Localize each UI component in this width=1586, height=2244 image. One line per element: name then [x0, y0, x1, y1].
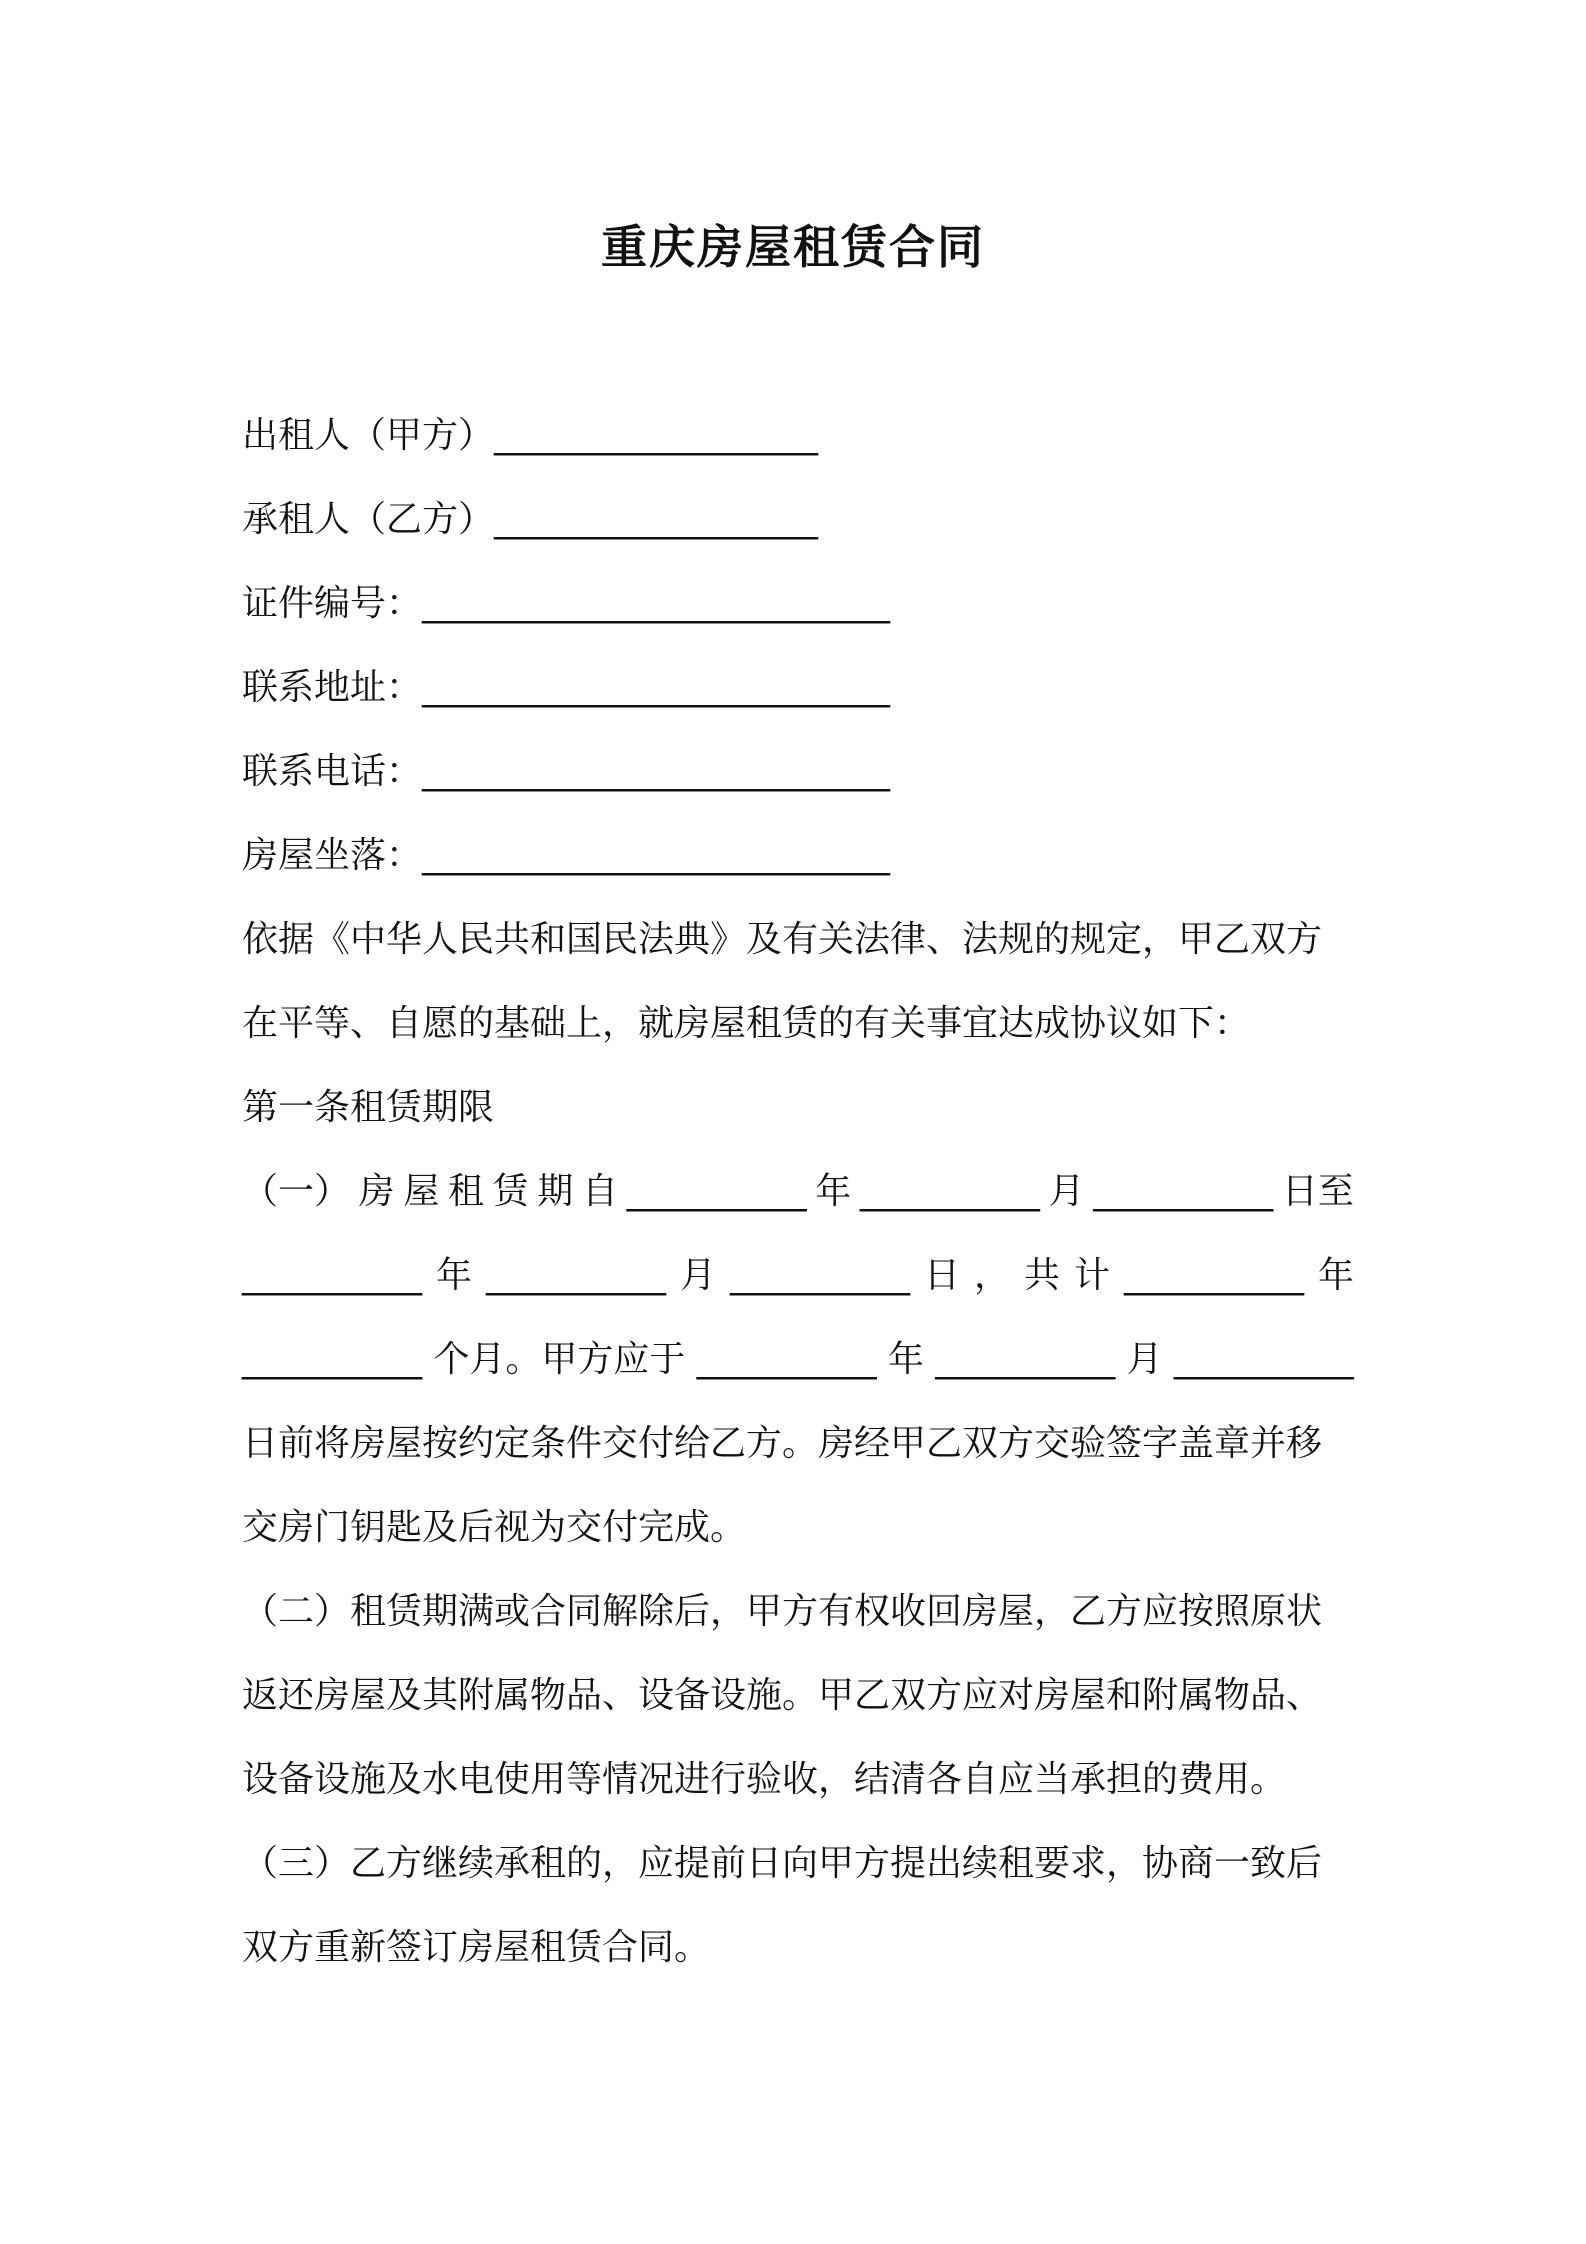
clause-1-line-5: 交房门钥匙及后视为交付完成。: [242, 1507, 747, 1548]
id-number-field: 证件编号：__________________________: [242, 583, 891, 624]
text-segment: 屋: [403, 1171, 440, 1212]
blank-field: __________: [696, 1339, 877, 1380]
blank-field: __________: [1093, 1171, 1274, 1212]
clause-1-line-4: 日前将房屋按约定条件交付给乙方。房经甲乙双方交验签字盖章并移: [242, 1423, 1323, 1464]
text-segment: 租: [447, 1171, 484, 1212]
location-field: 房屋坐落：__________________________: [242, 835, 891, 876]
text-segment: ，: [973, 1255, 1010, 1296]
preamble-line-1: 依据《中华人民共和国民法典》及有关法律、法规的规定，甲乙双方: [242, 919, 1323, 960]
text-segment: 月: [1126, 1339, 1163, 1380]
text-segment: 日: [923, 1255, 960, 1296]
text-segment: 年: [1317, 1255, 1354, 1296]
clause-3-line-2: 双方重新签订房屋租赁合同。: [242, 1927, 711, 1968]
text-segment: 日至: [1281, 1171, 1354, 1212]
text-segment: 年: [815, 1171, 852, 1212]
blank-field: __________: [1123, 1255, 1304, 1296]
text-segment: 自: [581, 1171, 618, 1212]
blank-field: __________: [485, 1255, 666, 1296]
clause-1-line-1: [242, 1162, 1354, 1222]
lessee-field: 承租人（乙方）__________________: [242, 499, 819, 540]
blank-field: __________: [626, 1171, 807, 1212]
text-segment: （一）: [242, 1171, 351, 1212]
lessor-field: 出租人（甲方）__________________: [242, 415, 819, 456]
blank-field: __________: [729, 1255, 910, 1296]
article-1-heading: 第一条租赁期限: [242, 1087, 495, 1128]
text-segment: 月: [679, 1255, 716, 1296]
text-segment: 月: [1048, 1171, 1085, 1212]
text-segment: 房: [358, 1171, 395, 1212]
text-segment: 个月。甲方应于: [433, 1339, 686, 1380]
preamble-line-2: 在平等、自愿的基础上，就房屋租赁的有关事宜达成协议如下：: [242, 1003, 1251, 1044]
blank-field: __________: [242, 1255, 422, 1296]
clause-1-line-2: [242, 1246, 1354, 1306]
clause-2-line-2: 返还房屋及其附属物品、设备设施。甲乙双方应对房屋和附属物品、: [242, 1675, 1323, 1716]
text-segment: 计: [1073, 1255, 1110, 1296]
clause-3-line-1: （三）乙方继续承租的，应提前日向甲方提出续租要求，协商一致后: [242, 1843, 1323, 1884]
clause-2-line-1: （二）租赁期满或合同解除后，甲方有权收回房屋，乙方应按照原状: [242, 1591, 1323, 1632]
blank-field: __________: [859, 1171, 1040, 1212]
text-segment: 共: [1023, 1255, 1060, 1296]
blank-field: __________: [1173, 1339, 1354, 1380]
text-segment: 年: [435, 1255, 472, 1296]
phone-field: 联系电话：__________________________: [242, 751, 891, 792]
clause-1-line-3: [242, 1330, 1354, 1390]
text-segment: 期: [537, 1171, 574, 1212]
text-segment: 年: [887, 1339, 924, 1380]
clause-2-line-3: 设备设施及水电使用等情况进行验收，结清各自应当承担的费用。: [242, 1759, 1287, 1800]
blank-field: __________: [242, 1339, 422, 1380]
document-title: 重庆房屋租赁合同: [601, 220, 985, 274]
address-field: 联系地址：__________________________: [242, 667, 891, 708]
blank-field: __________: [935, 1339, 1116, 1380]
text-segment: 赁: [492, 1171, 529, 1212]
